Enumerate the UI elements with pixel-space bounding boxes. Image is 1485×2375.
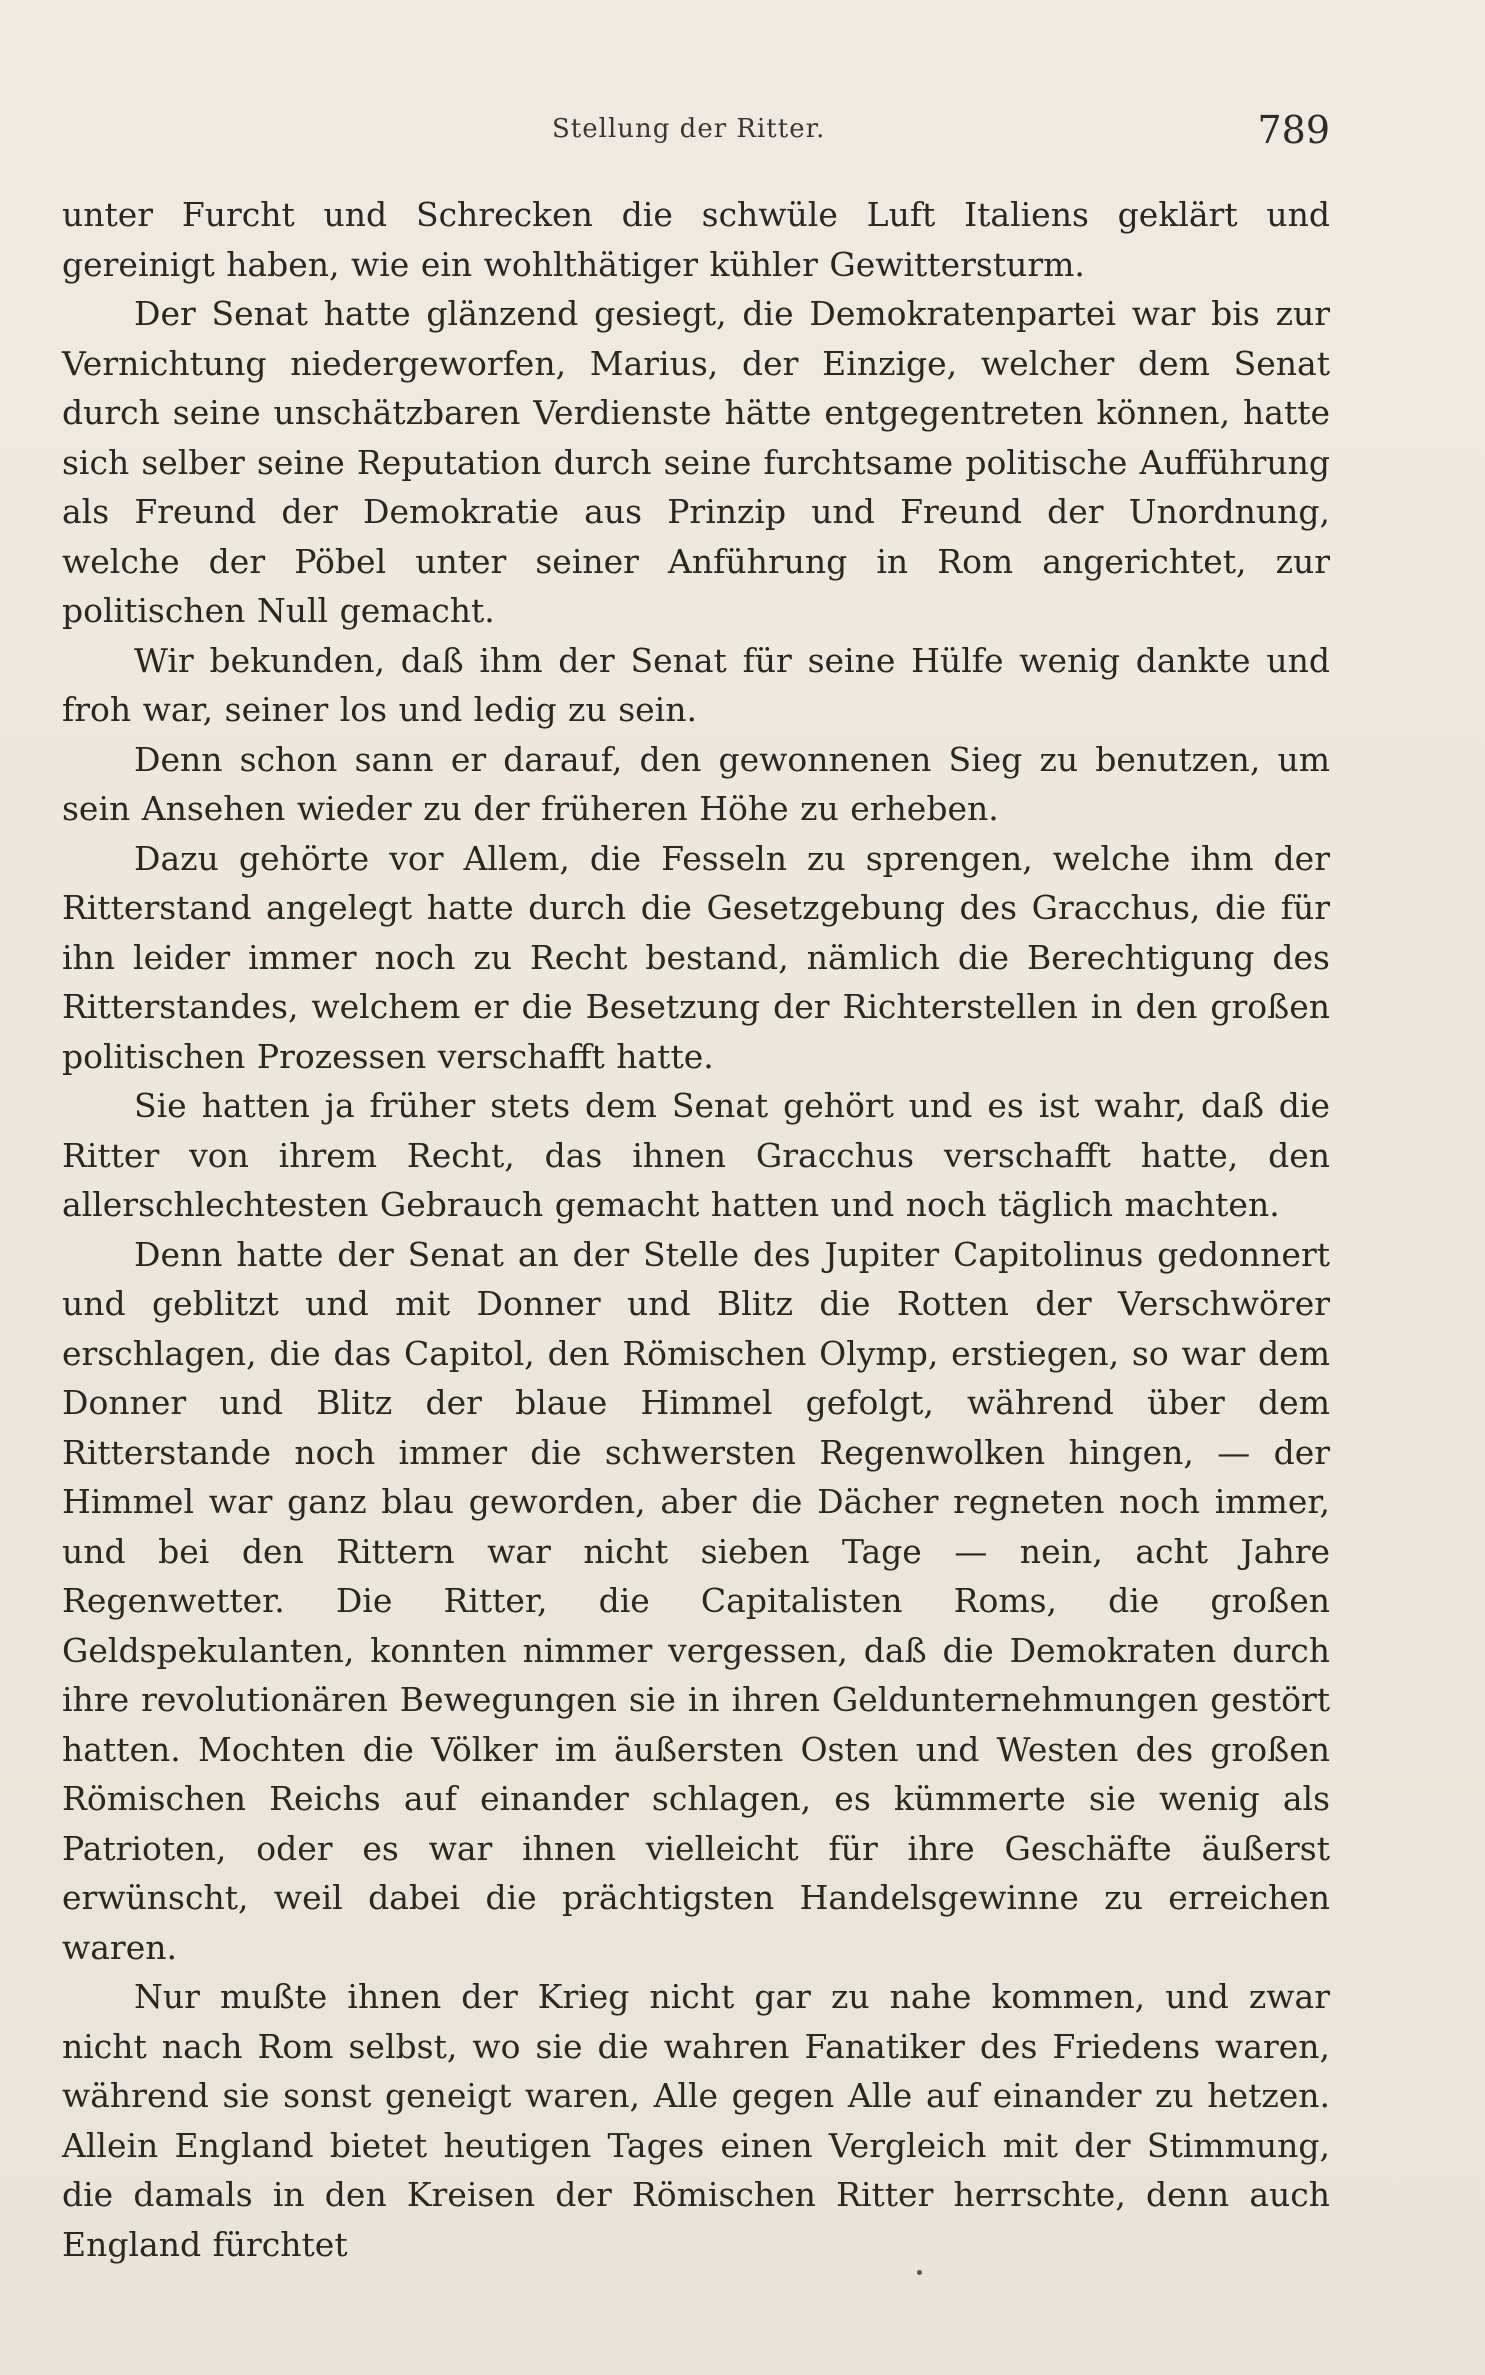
- paper-speck: [917, 2270, 922, 2275]
- paragraph: Nur mußte ihnen der Krieg nicht gar zu nahe kommen, und zwar nicht nach Rom selbst, wo sie die wahren Fanatiker des Friedens waren, während sie sonst geneigt waren, Alle gegen Alle auf einander zu hetzen. Allein England bietet heutigen Tages einen Vergleich mit der Stimmung, die damals in den Kreisen der Römischen Ritter herrschte, denn auch England fürchtet: [62, 1977, 1330, 2264]
- page-header: [62, 108, 1330, 168]
- page-number: 789: [1257, 108, 1330, 152]
- paragraph: unter Furcht und Schrecken die schwüle Luft Italiens geklärt und gereinigt haben, wie ein wohlthätiger kühler Gewittersturm.: [62, 195, 1330, 284]
- paragraph: Denn schon sann er darauf, den gewonnenen Sieg zu benutzen, um sein Ansehen wieder zu der früheren Höhe zu erheben.: [62, 739, 1330, 828]
- paragraph: Der Senat hatte glänzend gesiegt, die Demokratenpartei war bis zur Vernichtung niedergeworfen, Marius, der Einzige, welcher dem Senat durch seine unschätzbaren Verdienste hätte entgegentreten können, hatte sich selber seine Reputation durch seine furchtsame politische Aufführung als Freund der Demokratie aus Prinzip und Freund der Unordnung, welche der Pöbel unter seiner Anführung in Rom angerichtet, zur politischen Null gemacht.: [62, 294, 1330, 630]
- paragraph: Sie hatten ja früher stets dem Senat gehört und es ist wahr, daß die Ritter von ihrem Recht, das ihnen Gracchus verschafft hatte, den allerschlechtesten Gebrauch gemacht hatten und noch täglich machten.: [62, 1086, 1330, 1224]
- paragraph: Dazu gehörte vor Allem, die Fesseln zu sprengen, welche ihm der Ritterstand angelegt hatte durch die Gesetzgebung des Gracchus, die für ihn leider immer noch zu Recht bestand, nämlich die Berechtigung des Ritterstandes, welchem er die Besetzung der Richterstellen in den großen politischen Prozessen verschafft hatte.: [62, 838, 1330, 1076]
- running-head: Stellung der Ritter.: [552, 114, 826, 144]
- paragraph: Denn hatte der Senat an der Stelle des Jupiter Capitolinus gedonnert und geblitzt und mit Donner und Blitz die Rotten der Verschwörer erschlagen, die das Capitol, den Römischen Olymp, erstiegen, so war dem Donner und Blitz der blaue Himmel gefolgt, während über dem Ritterstande noch immer die schwersten Regenwolken hingen, — der Himmel war ganz blau geworden, aber die Dächer regneten noch immer, und bei den Rittern war nicht sieben Tage — nein, acht Jahre Regenwetter. Die Ritter, die Capitalisten Roms, die großen Geldspekulanten, konnten nimmer vergessen, daß die Demokraten durch ihre revolutionären Bewegungen sie in ihren Geldunternehmungen gestört hatten. Mochten die Völker im äußersten Osten und Westen des großen Römischen Reichs auf einander schlagen, es kümmerte sie wenig als Patrioten, oder es war ihnen vielleicht für ihre Geschäfte äußerst erwünscht, weil dabei die prächtigsten Handelsgewinne zu erreichen waren.: [62, 1234, 1330, 1967]
- body-text: [62, 190, 1330, 2269]
- paragraph: Wir bekunden, daß ihm der Senat für seine Hülfe wenig dankte und froh war, seiner los und ledig zu sein.: [62, 640, 1330, 729]
